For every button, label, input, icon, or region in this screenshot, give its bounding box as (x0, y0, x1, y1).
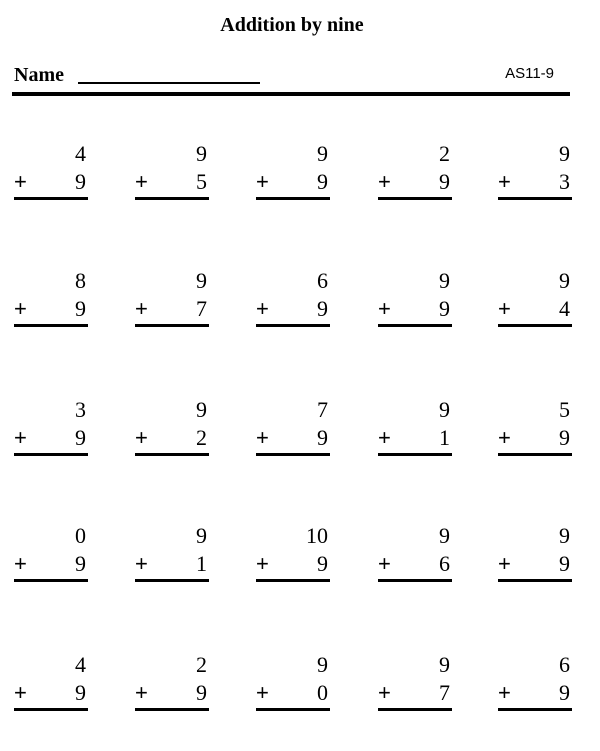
top-addend: 9 (317, 652, 328, 677)
answer-line (498, 324, 572, 327)
bottom-addend: 4 (559, 296, 570, 321)
top-addend: 2 (196, 652, 207, 677)
top-addend: 2 (439, 141, 450, 166)
problem-r2-c4 (378, 269, 452, 329)
bottom-addend: 9 (559, 551, 570, 576)
problem-r1-c5 (498, 142, 572, 202)
bottom-addend: 9 (196, 680, 207, 705)
plus-sign: + (378, 169, 391, 194)
plus-sign: + (498, 551, 511, 576)
answer-line (498, 708, 572, 711)
plus-sign: + (135, 425, 148, 450)
top-addend: 9 (196, 397, 207, 422)
plus-sign: + (256, 425, 269, 450)
plus-sign: + (135, 680, 148, 705)
bottom-addend: 5 (196, 169, 207, 194)
bottom-addend: 9 (559, 425, 570, 450)
bottom-addend: 9 (317, 551, 328, 576)
answer-line (498, 579, 572, 582)
bottom-addend: 9 (75, 296, 86, 321)
bottom-addend: 9 (317, 296, 328, 321)
problem-r4-c4 (378, 524, 452, 584)
problem-r5-c3 (256, 653, 330, 713)
top-addend: 10 (306, 523, 328, 548)
plus-sign: + (498, 425, 511, 450)
answer-line (14, 708, 88, 711)
plus-sign: + (256, 296, 269, 321)
problem-r2-c3 (256, 269, 330, 329)
plus-sign: + (378, 425, 391, 450)
plus-sign: + (378, 551, 391, 576)
problem-r5-c5 (498, 653, 572, 713)
problem-r1-c2 (135, 142, 209, 202)
answer-line (14, 197, 88, 200)
bottom-addend: 9 (439, 169, 450, 194)
answer-line (498, 453, 572, 456)
answer-line (256, 579, 330, 582)
plus-sign: + (14, 296, 27, 321)
problem-r1-c3 (256, 142, 330, 202)
plus-sign: + (256, 169, 269, 194)
problem-r3-c5 (498, 398, 572, 458)
top-addend: 0 (75, 523, 86, 548)
problem-r2-c2 (135, 269, 209, 329)
problem-r5-c1 (14, 653, 88, 713)
bottom-addend: 9 (317, 425, 328, 450)
answer-line (256, 197, 330, 200)
answer-line (14, 324, 88, 327)
top-addend: 9 (439, 652, 450, 677)
plus-sign: + (135, 169, 148, 194)
top-addend: 9 (439, 268, 450, 293)
top-addend: 3 (75, 397, 86, 422)
plus-sign: + (256, 551, 269, 576)
top-addend: 9 (196, 523, 207, 548)
problem-r3-c4 (378, 398, 452, 458)
answer-line (378, 579, 452, 582)
bottom-addend: 7 (439, 680, 450, 705)
answer-line (256, 453, 330, 456)
plus-sign: + (378, 680, 391, 705)
plus-sign: + (498, 680, 511, 705)
problem-r4-c1 (14, 524, 88, 584)
answer-line (135, 324, 209, 327)
bottom-addend: 9 (439, 296, 450, 321)
plus-sign: + (14, 551, 27, 576)
top-addend: 9 (196, 268, 207, 293)
answer-line (378, 197, 452, 200)
problem-r5-c4 (378, 653, 452, 713)
answer-line (256, 324, 330, 327)
answer-line (135, 453, 209, 456)
answer-line (256, 708, 330, 711)
plus-sign: + (498, 296, 511, 321)
bottom-addend: 9 (75, 551, 86, 576)
problem-r1-c4 (378, 142, 452, 202)
answer-line (135, 579, 209, 582)
plus-sign: + (498, 169, 511, 194)
top-addend: 4 (75, 652, 86, 677)
problem-r5-c2 (135, 653, 209, 713)
top-addend: 8 (75, 268, 86, 293)
top-addend: 9 (439, 523, 450, 548)
top-addend: 5 (559, 397, 570, 422)
answer-line (135, 708, 209, 711)
problem-r2-c1 (14, 269, 88, 329)
problem-r4-c5 (498, 524, 572, 584)
name-label: Name (14, 64, 64, 86)
answer-line (14, 579, 88, 582)
answer-line (378, 708, 452, 711)
bottom-addend: 9 (317, 169, 328, 194)
plus-sign: + (135, 296, 148, 321)
plus-sign: + (256, 680, 269, 705)
worksheet-title: Addition by nine (220, 14, 364, 36)
answer-line (14, 453, 88, 456)
top-addend: 9 (196, 141, 207, 166)
top-addend: 6 (317, 268, 328, 293)
top-addend: 9 (439, 397, 450, 422)
bottom-addend: 1 (439, 425, 450, 450)
problem-r4-c2 (135, 524, 209, 584)
plus-sign: + (14, 425, 27, 450)
top-addend: 9 (317, 141, 328, 166)
bottom-addend: 9 (75, 169, 86, 194)
bottom-addend: 6 (439, 551, 450, 576)
plus-sign: + (14, 169, 27, 194)
problem-r3-c3 (256, 398, 330, 458)
problem-r3-c2 (135, 398, 209, 458)
plus-sign: + (378, 296, 391, 321)
answer-line (378, 453, 452, 456)
bottom-addend: 3 (559, 169, 570, 194)
answer-line (498, 197, 572, 200)
worksheet-code: AS11-9 (505, 65, 554, 82)
problem-r4-c3 (256, 524, 330, 584)
bottom-addend: 9 (559, 680, 570, 705)
top-addend: 6 (559, 652, 570, 677)
top-addend: 4 (75, 141, 86, 166)
top-addend: 7 (317, 397, 328, 422)
problem-r3-c1 (14, 398, 88, 458)
top-addend: 9 (559, 268, 570, 293)
bottom-addend: 9 (75, 425, 86, 450)
bottom-addend: 7 (196, 296, 207, 321)
bottom-addend: 1 (196, 551, 207, 576)
top-addend: 9 (559, 523, 570, 548)
answer-line (378, 324, 452, 327)
problem-r1-c1 (14, 142, 88, 202)
answer-line (135, 197, 209, 200)
bottom-addend: 0 (317, 680, 328, 705)
bottom-addend: 2 (196, 425, 207, 450)
bottom-addend: 9 (75, 680, 86, 705)
problem-r2-c5 (498, 269, 572, 329)
top-addend: 9 (559, 141, 570, 166)
plus-sign: + (135, 551, 148, 576)
plus-sign: + (14, 680, 27, 705)
